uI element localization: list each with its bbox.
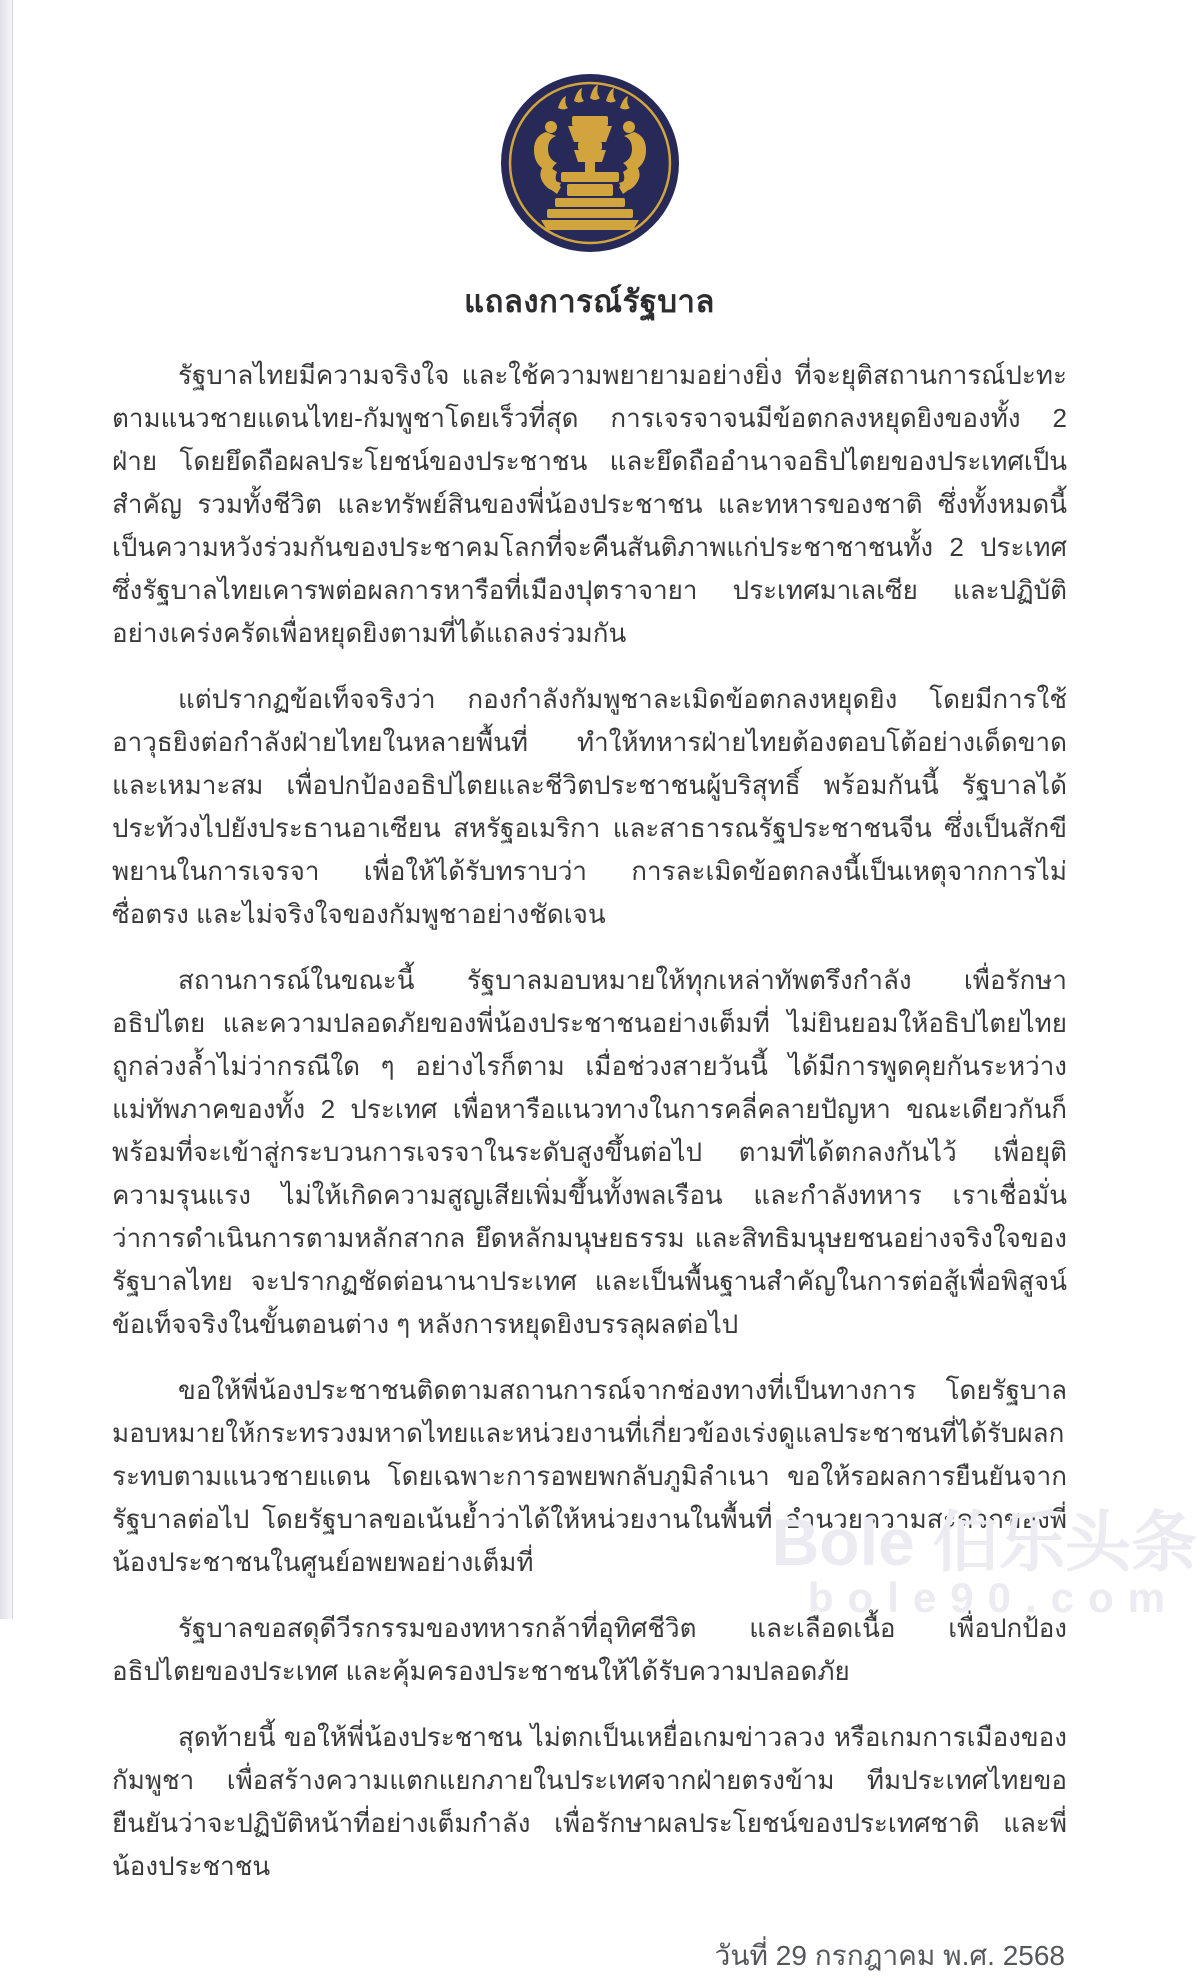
paragraph: สถานการณ์ในขณะนี้ รัฐบาลมอบหมายให้ทุกเหล่าทัพตรึงกำลัง เพื่อรักษาอธิปไตย และความปลอดภัยของพี่น้องประชาชนอย่างเต็มที่ ไม่ยินยอมให้อธิปไตยไทยถูกล่วงล้ำไม่ว่ากรณีใด ๆ อย่างไรก็ตาม เมื่อช่วงสายวันนี้ ได้มีการพูดคุยกันระหว่างแม่ทัพภาคของทั้ง 2 ประเทศ เพื่อหารือแนวทางในการคลี่คลายปัญหา ขณะเดียวกันก็พร้อมที่จะเข้าสู่กระบวนการเจรจาในระดับสูงขึ้นต่อไป ตามที่ได้ตกลงกันไว้ เพื่อยุติความรุนแรง ไม่ให้เกิดความสูญเสียเพิ่มขึ้นทั้งพลเรือน และกำลังทหาร เราเชื่อมั่นว่าการดำเนินการตามหลักสากล ยึดหลักมนุษยธรรม และสิทธิมนุษยชนอย่างจริงใจของรัฐบาลไทย จะปรากฏชัดต่อนานาประเทศ และเป็นพื้นฐานสำคัญในการต่อสู้เพื่อพิสูจน์ข้อเท็จจริงในขั้นตอนต่าง ๆ หลังการหยุดยิงบรรลุผลต่อไป — [112, 965, 1067, 1339]
date-line: วันที่ 29 กรกฎาคม พ.ศ. 2568 — [714, 1940, 1065, 1971]
thai-government-seal-icon — [499, 72, 681, 254]
paragraph: รัฐบาลไทยมีความจริงใจ และใช้ความพยายามอย่างยิ่ง ที่จะยุติสถานการณ์ปะทะตามแนวชายแดนไทย-กัมพูชาโดยเร็วที่สุด การเจรจาจนมีข้อตกลงหยุดยิงของทั้ง 2 ฝ่าย โดยยึดถือผลประโยชน์ของประชาชน และยึดถืออำนาจอธิปไตยของประเทศเป็นสำคัญ รวมทั้งชีวิต และทรัพย์สินของพี่น้องประชาชน และทหารของชาติ ซึ่งทั้งหมดนี้เป็นความหวังร่วมกันของประชาคมโลกที่จะคืนสันติภาพแก่ประชาชาชนทั้ง 2 ประเทศ ซึ่งรัฐบาลไทยเคารพต่อผลการหารือที่เมืองปุตราจายา ประเทศมาเลเซีย และปฏิบัติอย่างเคร่งครัดเพื่อหยุดยิงตามที่ได้แถลงร่วมกัน — [112, 360, 1067, 648]
paragraph: ขอให้พี่น้องประชาชนติดตามสถานการณ์จากช่องทางที่เป็นทางการ โดยรัฐบาลมอบหมายให้กระทรวงมหาดไทยและหน่วยงานที่เกี่ยวข้องเร่งดูแลประชาชนที่ได้รับผลกระทบตามแนวชายแดน โดยเฉพาะการอพยพกลับภูมิลำเนา ขอให้รอผลการยืนยันจากรัฐบาลต่อไป โดยรัฐบาลขอเน้นย้ำว่าได้ให้หน่วยงานในพื้นที่ อำนวยความสะดวกของพี่น้องประชาชนในศูนย์อพยพอย่างเต็มที่ — [112, 1375, 1067, 1577]
emblem-container — [0, 0, 1179, 254]
watermark-brand: Bole 伯乐头条 — [771, 1505, 1197, 1579]
statement-body — [0, 354, 1179, 1888]
paragraph: แต่ปรากฏข้อเท็จจริงว่า กองกำลังกัมพูชาละเมิดข้อตกลงหยุดยิง โดยมีการใช้อาวุธยิงต่อกำลังฝ่ายไทยในหลายพื้นที่ ทำให้ทหารฝ่ายไทยต้องตอบโต้อย่างเด็ดขาด และเหมาะสม เพื่อปกป้องอธิปไตยและชีวิตประชาชนผู้บริสุทธิ์ พร้อมกันนี้ รัฐบาลได้ประท้วงไปยังประธานอาเซียน สหรัฐอเมริกา และสาธารณรัฐประชาชนจีน ซึ่งเป็นสักขีพยานในการเจรจา เพื่อให้ได้รับทราบว่า การละเมิดข้อตกลงนี้เป็นเหตุจากการไม่ซื่อตรง และไม่จริงใจของกัมพูชาอย่างชัดเจน — [112, 684, 1067, 929]
watermark-url: bole90.com — [807, 1574, 1179, 1621]
paragraph: รัฐบาลขอสดุดีวีรกรรมของทหารกล้าที่อุทิศชีวิต และเลือดเนื้อ เพื่อปกป้องอธิปไตยของประเทศ และคุ้มครองประชาชนให้ได้รับความปลอดภัย — [112, 1613, 1067, 1686]
page-title: แถลงการณ์รัฐบาล — [464, 284, 715, 319]
paragraph: สุดท้ายนี้ ขอให้พี่น้องประชาชน ไม่ตกเป็นเหยื่อเกมข่าวลวง หรือเกมการเมืองของกัมพูชา เพื่อสร้างความแตกแยกภายในประเทศจากฝ่ายตรงข้าม ทีมประเทศไทยขอยืนยันว่าจะปฏิบัติหน้าที่อย่างเต็มกำลัง เพื่อรักษาผลประโยชน์ของประเทศชาติ และพี่น้องประชาชน — [112, 1722, 1067, 1881]
page-edge-shadow — [0, 0, 13, 1619]
